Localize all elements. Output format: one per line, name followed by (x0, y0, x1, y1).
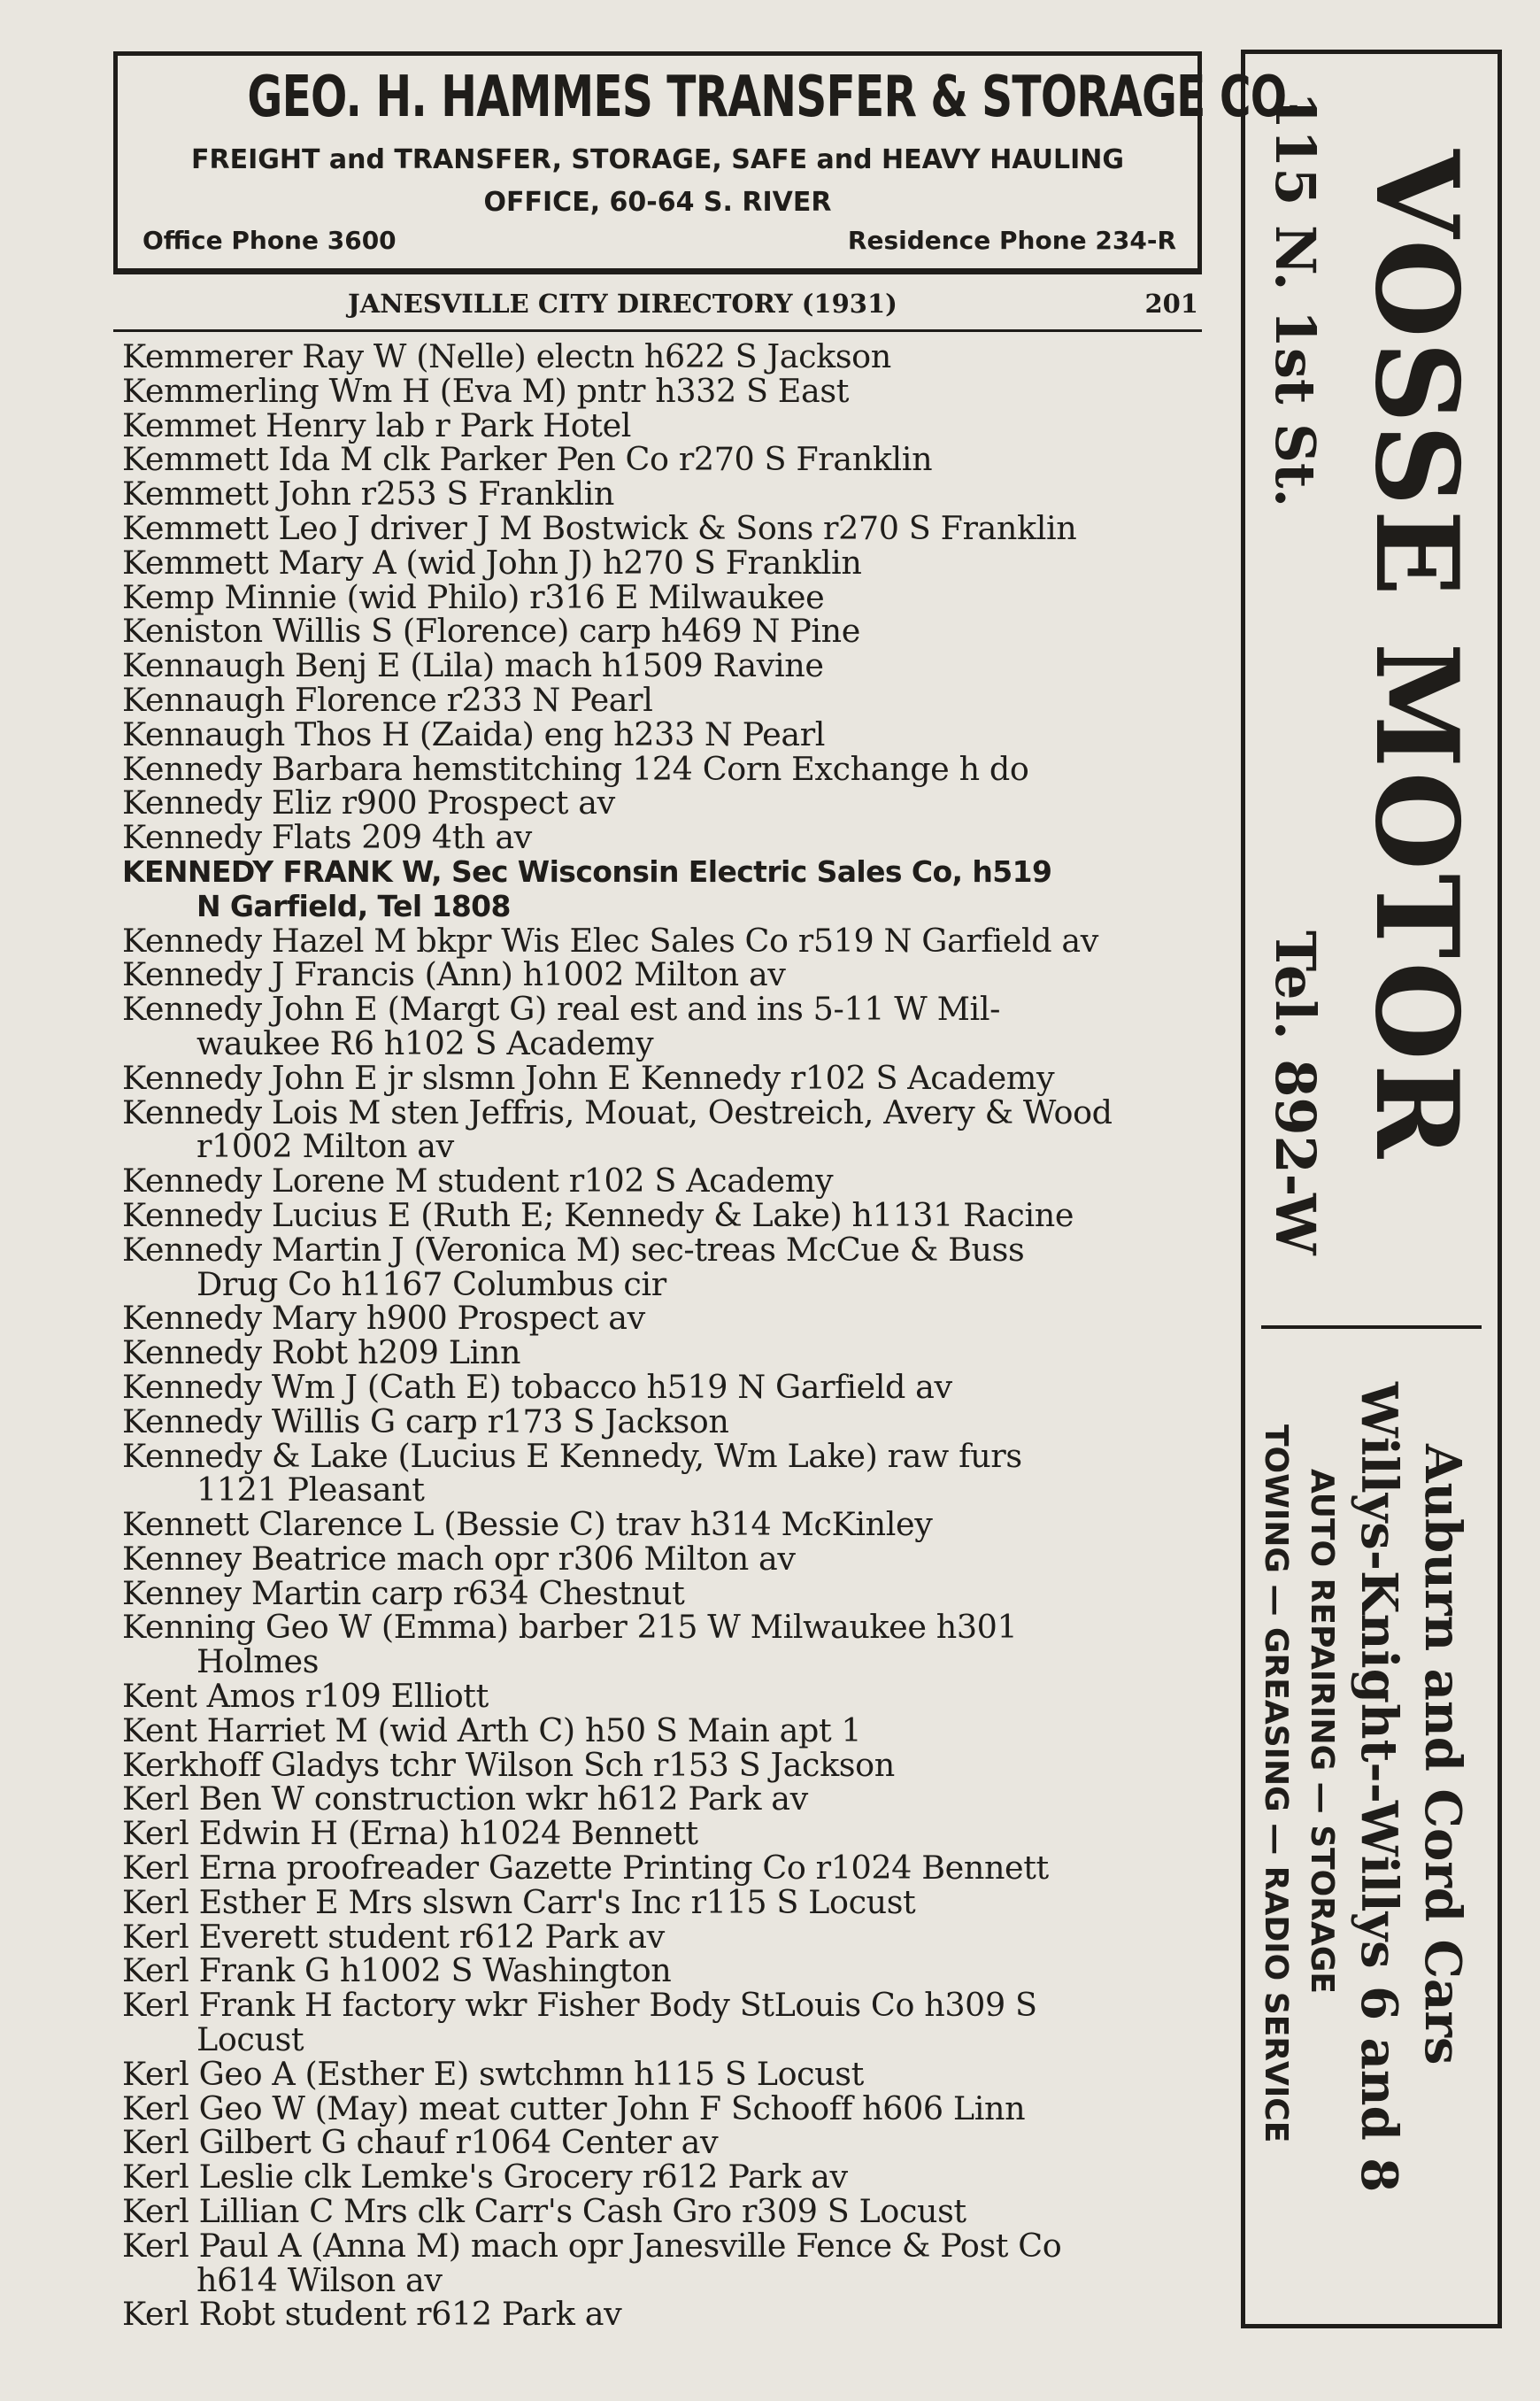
directory-entry (122, 1988, 1211, 2057)
entry-continuation: N Garfield, Tel 1808 (196, 888, 511, 923)
directory-entry (122, 2123, 1211, 2162)
entry-text: Kennedy Lorene M student r102 S Academy (122, 1162, 834, 1200)
ad-residence-phone: Residence Phone 234-R (847, 226, 1176, 255)
directory-entry (122, 1745, 1211, 1784)
entry-text: Kerl Geo W (May) meat cutter John F Schooff h606 Linn (122, 2088, 1026, 2127)
entry-text: KENNEDY FRANK W, Sec Wisconsin Electric Sales Co, h519 (122, 853, 1052, 889)
entry-text: Keniston Willis S (Florence) carp h469 N Pine (122, 612, 860, 651)
page-number: 201 (1144, 289, 1198, 319)
directory-entry (122, 1710, 1211, 1749)
entry-text: Kennedy Lucius E (Ruth E; Kennedy & Lake) h1131 Racine (122, 1195, 1074, 1234)
entry-text: Kemp Minnie (wid Philo) r316 E Milwaukee (122, 577, 825, 616)
directory-entry (122, 1573, 1211, 1612)
directory-entry (122, 508, 1211, 547)
directory-entry (122, 1367, 1211, 1406)
entry-continuation: Holmes (196, 1642, 320, 1681)
directory-entry (122, 440, 1211, 479)
entry-text: Kennedy John E (Margt G) real est and ins 5-11 W Mil- (122, 990, 1001, 1029)
entry-text: Kemmerer Ray W (Nelle) electn h622 S Jackson (122, 337, 891, 375)
directory-entry (122, 1951, 1211, 1990)
directory-entry (122, 371, 1211, 410)
directory-entry (122, 749, 1211, 788)
side-ad-divider (1261, 1325, 1482, 1329)
entry-text: Kerl Paul A (Anna M) mach opr Janesville Fence & Post Co (122, 2226, 1062, 2265)
entry-text: Kerl Robt student r612 Park av (122, 2295, 622, 2334)
side-ad-services-line-1: AUTO REPAIRING — STORAGE (1304, 1469, 1340, 1994)
ad-office-phone: Office Phone 3600 (142, 226, 397, 255)
side-ad-cars-line-1: Auburn and Cord Cars (1413, 1444, 1472, 2065)
entry-continuation: 1121 Pleasant (196, 1471, 425, 1509)
directory-entry (122, 1882, 1211, 1921)
directory-entry (122, 1814, 1211, 1853)
directory-entry (122, 1851, 1211, 1886)
directory-entry (122, 1505, 1211, 1544)
ad-office-address: OFFICE, 60-64 S. RIVER (483, 187, 832, 218)
entry-text: Kennedy Eliz r900 Prospect av (122, 784, 615, 822)
entry-text: Kennett Clarence L (Bessie C) trav h314 McKinley (122, 1505, 933, 1544)
directory-entry (122, 855, 1211, 924)
directory-entry (122, 1230, 1211, 1303)
directory-entry (122, 405, 1211, 444)
directory-entry (122, 646, 1211, 685)
entry-continuation: Drug Co h1167 Columbus cir (196, 1264, 666, 1303)
directory-entry (122, 1058, 1211, 1097)
directory-entry (122, 2192, 1211, 2231)
entry-text: Kemmet Henry lab r Park Hotel (122, 405, 632, 444)
entry-text: Kennedy Willis G carp r173 S Jackson (122, 1401, 729, 1440)
ad-company-name: GEO. H. HAMMES TRANSFER & STORAGE CO. (247, 65, 1301, 130)
directory-entry (122, 1436, 1211, 1509)
entry-text: Kennaugh Thos H (Zaida) eng h233 N Pearl (122, 714, 826, 753)
header-advertisement (113, 51, 1301, 274)
entry-text: Kenney Beatrice mach opr r306 Milton av (122, 1539, 796, 1578)
entry-text: Kerl Geo A (Esther E) swtchmn h115 S Locust (122, 2054, 864, 2093)
entry-text: Kerkhoff Gladys tchr Wilson Sch r153 S Jackson (122, 1745, 895, 1784)
directory-entry (122, 1401, 1211, 1440)
directory-entry (122, 1917, 1211, 1956)
entry-text: Kerl Edwin H (Erna) h1024 Bennett (122, 1814, 698, 1853)
entry-text: Kennedy Flats 209 4th av (122, 818, 532, 857)
directory-entry (122, 1539, 1211, 1578)
entry-text: Kennedy Barbara hemstitching 124 Corn Exchange h do (122, 749, 1029, 788)
entry-text: Kemmett John r253 S Franklin (122, 475, 615, 513)
entry-text: Kerl Frank G h1002 S Washington (122, 1951, 672, 1990)
directory-entry (122, 1782, 1211, 1817)
entry-text: Kerl Leslie clk Lemke's Grocery r612 Park av (122, 2158, 848, 2196)
entry-text: Kenning Geo W (Emma) barber 215 W Milwaukee h301 (122, 1608, 1018, 1647)
entry-text: Kennedy J Francis (Ann) h1002 Milton av (122, 955, 786, 994)
entry-text: Kennedy Wm J (Cath E) tobacco h519 N Garfield av (122, 1367, 952, 1406)
ad-services: FREIGHT and TRANSFER, STORAGE, SAFE and HEAVY HAULING (191, 144, 1124, 175)
entry-continuation: h614 Wilson av (196, 2260, 443, 2299)
entry-text: Kennedy Robt h209 Linn (122, 1333, 521, 1372)
directory-entry (122, 543, 1211, 582)
entry-text: Kennedy & Lake (Lucius E Kennedy, Wm Lake) raw furs (122, 1436, 1022, 1475)
directory-entry (122, 786, 1211, 821)
entry-text: Kerl Ben W construction wkr h612 Park av (122, 1780, 808, 1818)
entry-text: Kent Harriet M (wid Arth C) h50 S Main apt 1 (122, 1710, 862, 1749)
directory-entry (122, 1195, 1211, 1234)
entry-text: Kemmerling Wm H (Eva M) pntr h332 S East (122, 371, 850, 410)
side-ad-business-name: VOSSE MOTOR (1350, 150, 1482, 1162)
directory-entry (122, 614, 1211, 649)
entry-text: Kennedy Lois M sten Jeffris, Mouat, Oestreich, Avery & Wood (122, 1092, 1113, 1131)
directory-entry (122, 992, 1211, 1062)
entry-text: Kenney Martin carp r634 Chestnut (122, 1573, 685, 1612)
side-ad-address: 115 N. 1st St. (1263, 91, 1328, 508)
entry-text: Kemmett Mary A (wid John J) h270 S Franklin (122, 543, 862, 582)
entry-text: Kerl Frank H factory wkr Fisher Body StLouis Co h309 S (122, 1986, 1037, 2025)
entry-text: Kemmett Leo J driver J M Bostwick & Sons r270 S Franklin (122, 508, 1077, 547)
entry-text: Kerl Lillian C Mrs clk Carr's Cash Gro r309 S Locust (122, 2192, 966, 2231)
directory-entry (122, 818, 1211, 857)
directory-entry (122, 1333, 1211, 1372)
side-ad-cars-line-2: Willys-Knight--Willys 6 and 8 (1350, 1382, 1408, 2193)
directory-entry (122, 1164, 1211, 1199)
entry-continuation: Locust (196, 2020, 304, 2059)
entry-text: Kennedy Hazel M bkpr Wis Elec Sales Co r519 N Garfield av (122, 921, 1099, 960)
directory-entry (122, 2088, 1211, 2127)
entry-text: Kerl Everett student r612 Park av (122, 1917, 665, 1956)
directory-entry (122, 2054, 1211, 2093)
directory-entry (122, 955, 1211, 994)
directory-entry (122, 714, 1211, 753)
directory-entry (122, 2297, 1211, 2332)
side-advertisement (1241, 50, 1502, 2328)
directory-listings (122, 337, 1211, 2334)
directory-entry (122, 337, 1211, 375)
directory-entry (122, 2226, 1211, 2299)
entry-text: Kerl Gilbert G chauf r1064 Center av (122, 2123, 719, 2162)
side-ad-services-line-2: TOWING — GREASING — RADIO SERVICE (1258, 1424, 1294, 2143)
directory-entry (122, 1092, 1211, 1166)
directory-entry (122, 577, 1211, 616)
entry-text: Kemmett Ida M clk Parker Pen Co r270 S Franklin (122, 440, 933, 479)
entry-text: Kennedy Martin J (Veronica M) sec-treas McCue & Buss (122, 1230, 1025, 1269)
directory-entry (122, 1610, 1211, 1679)
directory-title: JANESVILLE CITY DIRECTORY (1931) (348, 289, 897, 319)
entry-text: Kerl Erna proofreader Gazette Printing Co r1024 Bennett (122, 1849, 1049, 1888)
entry-text: Kennaugh Benj E (Lila) mach h1509 Ravine (122, 646, 824, 685)
entry-continuation: r1002 Milton av (196, 1127, 454, 1166)
entry-text: Kennaugh Florence r233 N Pearl (122, 680, 653, 719)
directory-entry (122, 921, 1211, 960)
directory-entry (122, 1301, 1211, 1336)
entry-text: Kennedy Mary h900 Prospect av (122, 1299, 645, 1338)
running-head (113, 285, 1202, 332)
directory-entry (122, 477, 1211, 512)
directory-entry (122, 680, 1211, 719)
entry-text: Kerl Esther E Mrs slswn Carr's Inc r115 S Locust (122, 1882, 916, 1921)
entry-text: Kent Amos r109 Elliott (122, 1677, 489, 1716)
entry-continuation: waukee R6 h102 S Academy (196, 1023, 654, 1062)
directory-entry (122, 2160, 1211, 2195)
side-ad-telephone: Tel. 892-W (1263, 930, 1328, 1255)
directory-entry (122, 1679, 1211, 1714)
entry-text: Kennedy John E jr slsmn John E Kennedy r102 S Academy (122, 1058, 1055, 1097)
